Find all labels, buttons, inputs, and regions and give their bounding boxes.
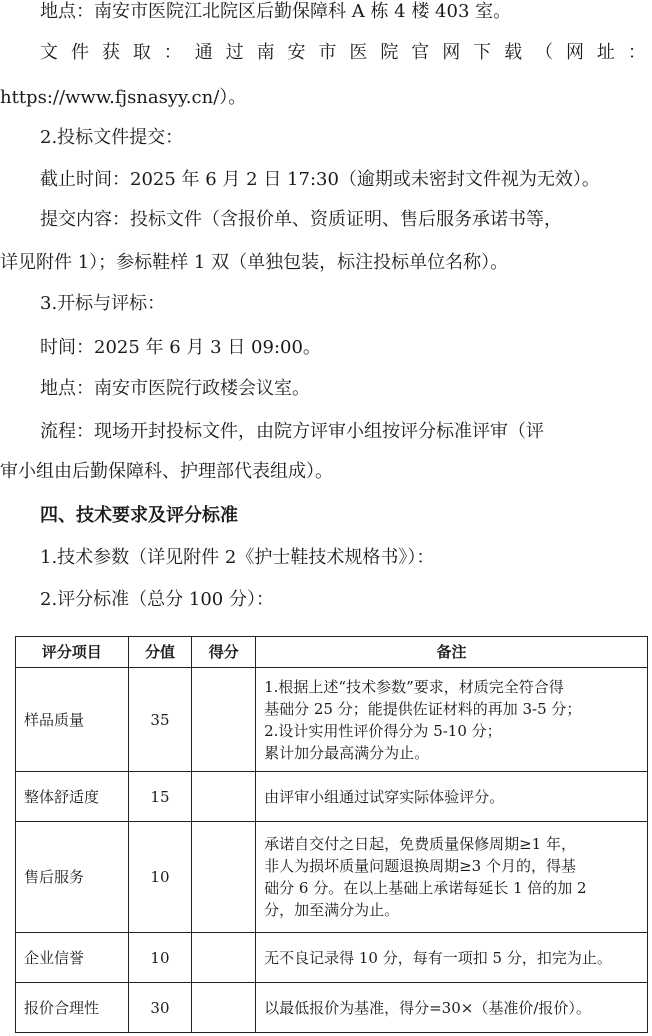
table-row [16, 668, 648, 772]
file-access-url: https://www.fjsnasyy.cn/）。 [0, 87, 247, 108]
file-access-char: 通 [194, 42, 213, 63]
note-line: 1.根据上述“技术参数”要求，材质完全符合得 [264, 677, 564, 696]
row-note [256, 933, 648, 983]
file-access-char: 南 [256, 42, 275, 63]
table-row [16, 822, 648, 933]
note-line: 无不良记录得 10 分，每有一项扣 5 分，扣完为止。 [264, 948, 612, 967]
section-4-heading: 四、技术要求及评分标准 [40, 505, 238, 526]
note-line: 分，加至满分为止。 [264, 901, 400, 919]
file-access-char: 文 [40, 42, 58, 63]
row-value: 10 [128, 933, 192, 983]
row-score [192, 983, 256, 1033]
row-note [256, 668, 648, 772]
file-access-char: 院 [380, 42, 399, 63]
note-line: 基础分 25 分；能提供佐证材料的再加 3-5 分； [264, 699, 582, 718]
file-access-char: 网 [442, 42, 461, 63]
file-access-char: 市 [318, 42, 337, 63]
file-access-char: 安 [287, 42, 306, 63]
row-note [256, 983, 648, 1033]
file-access-char: 获 [101, 42, 120, 63]
row-score [192, 772, 256, 822]
note-line: 由评审小组通过试穿实际体验评分。 [264, 787, 505, 806]
file-access-char: 载 [504, 42, 523, 63]
row-item: 整体舒适度 [16, 772, 129, 822]
file-access-char: 官 [411, 42, 430, 63]
file-access-char: 过 [225, 42, 244, 63]
file-access-char: 取 [132, 42, 151, 63]
row-score [192, 668, 256, 772]
file-access-char: 件 [70, 42, 89, 63]
file-access-char: 址 [596, 42, 615, 63]
file-access-char: （ [535, 42, 553, 63]
tech-params-text: 1.技术参数（详见附件 2《护士鞋技术规格书》）： [40, 547, 435, 568]
row-value: 15 [128, 772, 192, 822]
note-line: 累计加分最高满分为止。 [264, 743, 430, 762]
process-text-line2: 审小组由后勤保障科、护理部代表组成）。 [0, 461, 333, 482]
row-value: 10 [128, 822, 192, 933]
file-access-char: 医 [349, 42, 368, 63]
submission-text-line2: 详见附件 1）；参标鞋样 1 双（单独包装，标注投标单位名称）。 [0, 252, 509, 273]
time-text: 时间：2025 年 6 月 3 日 09:00。 [40, 337, 321, 358]
process-text-line1: 流程：现场开封投标文件，由院方评审小组按评分标准评审（评 [40, 421, 544, 442]
deadline-text: 截止时间：2025 年 6 月 2 日 17:30（逾期或未密封文件视为无效）。 [40, 169, 600, 190]
row-item: 企业信誉 [16, 933, 129, 983]
header-note: 备注 [256, 637, 648, 668]
note-line: 以最低报价为基准，得分=30×（基准价/报价）。 [264, 998, 591, 1017]
table-header-row [16, 637, 648, 668]
table-row [16, 983, 648, 1033]
file-access-char: 下 [473, 42, 492, 63]
submission-text-line1: 提交内容：投标文件（含报价单、资质证明、售后服务承诺书等， [40, 209, 562, 230]
row-item: 售后服务 [16, 822, 129, 933]
header-value: 分值 [128, 637, 192, 668]
row-value: 30 [128, 983, 192, 1033]
table-row [16, 772, 648, 822]
file-access-char: ： [163, 42, 182, 63]
header-score: 得分 [192, 637, 256, 668]
row-score [192, 822, 256, 933]
scoring-title: 2.评分标准（总分 100 分）： [40, 589, 274, 610]
file-access-text [0, 41, 652, 65]
venue-text: 地点：南安市医院行政楼会议室。 [40, 378, 310, 399]
section-2-title: 2.投标文件提交： [40, 127, 184, 148]
row-note [256, 772, 648, 822]
file-access-char: 网 [565, 42, 584, 63]
row-value: 35 [128, 668, 192, 772]
note-line: 2.设计实用性评价得分为 5-10 分； [264, 721, 502, 740]
row-item: 样品质量 [16, 668, 129, 772]
file-access-char: ： [627, 42, 646, 63]
header-item: 评分项目 [16, 637, 129, 668]
row-note [256, 822, 648, 933]
row-score [192, 933, 256, 983]
scoring-table [15, 636, 648, 1033]
note-line: 础分 6 分。在以上基础上承诺每延长 1 倍的加 2 [264, 879, 587, 897]
note-line: 非人为损坏质量问题退换周期≥3 个月的，得基 [264, 857, 576, 875]
note-line: 承诺自交付之日起，免费质量保修周期≥1 年， [264, 835, 576, 853]
section-3-title: 3.开标与评标： [40, 293, 166, 314]
location-text: 地点：南安市医院江北院区后勤保障科 A 栋 4 楼 403 室。 [40, 1, 512, 22]
row-item: 报价合理性 [16, 983, 129, 1033]
table-row [16, 933, 648, 983]
